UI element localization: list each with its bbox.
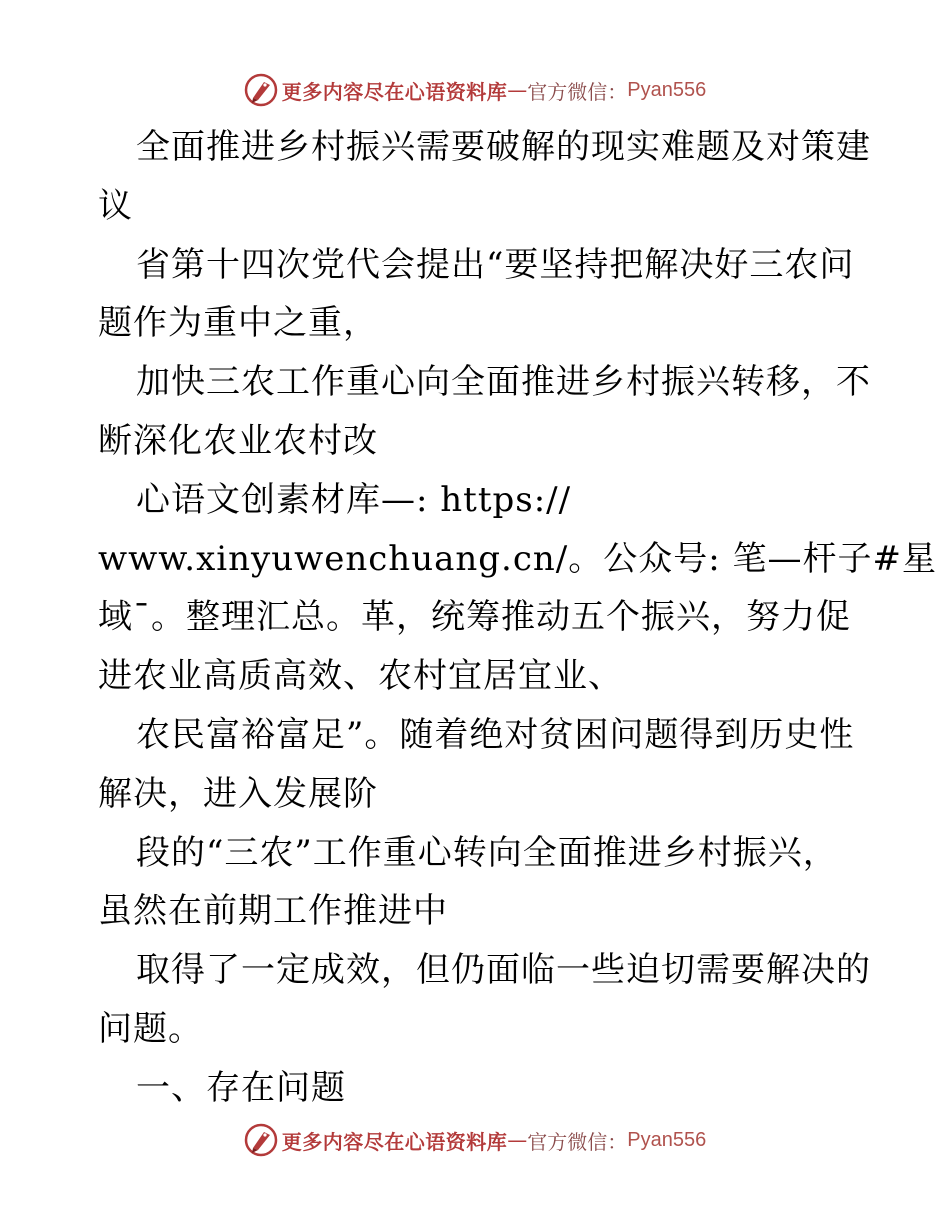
banner-wechat-id: Pyan556 [627,78,707,101]
paragraph-line: 省第十四次党代会提出“要坚持把解决好三农问 [136,244,855,285]
paragraph-line: 问题。 [98,1008,203,1049]
paragraph-line: 取得了一定成效，但仍面临一些迫切需要解决的 [136,950,871,991]
banner-wechat-label: 官方微信： [527,79,628,104]
paragraph-line: 虽然在前期工作推进中 [98,891,448,932]
paragraph-line: www.xinyuwenchuang.cn/。公众号: 笔—杆子#星 [98,538,937,579]
document-title-line-1: 全面推进乡村振兴需要破解的现实难题及对策建 [136,127,871,167]
paragraph-line: 农民富裕富足”。随着绝对贫困问题得到历史性 [136,714,855,755]
paragraph-line: 进农业高质高效、农村宜居宜业、 [98,656,623,697]
banner-main-text: 更多内容尽在心语资料库 [281,1129,508,1154]
paragraph-line: 断深化农业农村改 [98,420,378,461]
paragraph-line: 解决，进入发展阶 [98,773,378,814]
banner-wechat-label: 官方微信： [527,1129,628,1154]
document-body [98,118,937,1118]
banner-wechat-id: Pyan556 [627,1128,707,1151]
document-title-line-2: 议 [98,185,133,226]
paragraph-line: 域¯。整理汇总。革，统筹推动五个振兴，努力促 [98,597,851,638]
footer-watermark-banner [0,1120,950,1160]
banner-dash: — [507,78,528,102]
section-heading: 一、存在问题 [136,1067,346,1108]
header-watermark-banner [0,70,950,110]
paragraph-line: 段的“三农”工作重心转向全面推进乡村振兴， [136,832,838,873]
banner-dash: — [507,1128,528,1152]
paragraph-line: 心语文创素材库—: https:// [136,479,572,520]
paragraph-line: 加快三农工作重心向全面推进乡村振兴转移，不 [136,362,871,403]
pen-nib-logo-icon [244,73,278,107]
banner-main-text: 更多内容尽在心语资料库 [281,79,508,104]
pen-nib-logo-icon [244,1123,278,1157]
paragraph-line: 题作为重中之重， [98,303,378,344]
